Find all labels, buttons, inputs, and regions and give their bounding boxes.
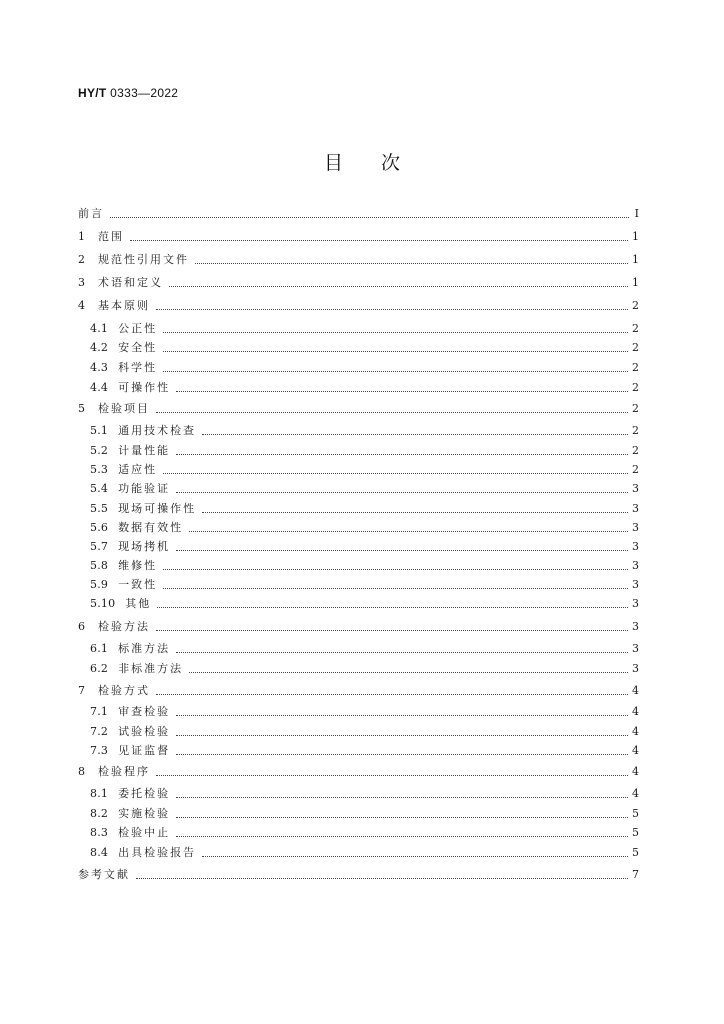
toc-entry-label: 范围	[98, 230, 124, 243]
dot-leader	[110, 216, 629, 218]
toc-entry-page-number: 5	[632, 807, 639, 820]
toc-entry[interactable]	[90, 499, 639, 519]
toc-entry-number: 8.1	[90, 787, 109, 800]
toc-entry[interactable]	[78, 617, 639, 637]
toc-entry-number: 3	[78, 276, 86, 289]
toc-entry-number: 5.10	[90, 597, 116, 610]
toc-entry[interactable]	[90, 358, 639, 378]
dot-leader	[157, 606, 628, 608]
toc-entry-label: 现场可操作性	[118, 502, 197, 515]
toc-entry-number: 4.2	[90, 341, 109, 354]
toc-entry-number: 1	[78, 230, 86, 243]
toc-entry-number: 5.3	[90, 463, 109, 476]
dot-leader	[176, 491, 628, 493]
dot-leader	[176, 816, 628, 818]
dot-leader	[195, 262, 628, 264]
toc-entry-page-number: 3	[632, 482, 639, 495]
toc-entry-page-number: 3	[632, 597, 639, 610]
toc-entry-number: 7.1	[90, 705, 109, 718]
standard-code	[78, 86, 178, 100]
toc-entry-label: 见证监督	[118, 744, 171, 757]
toc-entry[interactable]	[90, 659, 639, 679]
toc-entry[interactable]	[78, 762, 639, 782]
dot-leader	[156, 308, 628, 310]
toc-entry-label: 检验程序	[98, 765, 150, 778]
toc-entry-number: 5.6	[90, 521, 109, 534]
toc-entry[interactable]	[90, 804, 639, 824]
toc-entry-page-number: 2	[632, 424, 639, 437]
toc-entry[interactable]	[78, 296, 639, 316]
toc-entry-page-number: 7	[632, 868, 639, 881]
toc-entry-label: 非标准方法	[118, 662, 184, 675]
toc-entry-page-number: 3	[632, 662, 639, 675]
dot-leader	[136, 877, 628, 879]
toc-entry-label: 检验方式	[98, 684, 150, 697]
toc-entry-number: 5.8	[90, 559, 109, 572]
dot-leader	[163, 587, 628, 589]
dot-leader	[189, 530, 628, 532]
toc-entry-number: 5.5	[90, 502, 109, 515]
toc-entry-label: 基本原则	[98, 299, 150, 312]
toc-entry-page-number: 5	[632, 846, 639, 859]
toc-entry[interactable]	[90, 784, 639, 804]
toc-entry[interactable]	[78, 227, 639, 247]
dot-leader	[156, 411, 628, 413]
page-title: 目 次	[323, 152, 400, 174]
dot-leader	[130, 239, 628, 241]
toc-entry-page-number: 3	[632, 540, 639, 553]
dot-leader	[163, 370, 628, 372]
toc-entry-number: 4.1	[90, 322, 109, 335]
toc-entry[interactable]	[90, 460, 639, 480]
toc-entry-page-number: 4	[632, 744, 639, 757]
toc-entry[interactable]	[90, 537, 639, 557]
toc-entry-label: 安全性	[118, 341, 158, 354]
dot-leader	[163, 350, 628, 352]
toc-entry-page-number: 2	[632, 402, 639, 415]
toc-entry-label: 审查检验	[118, 705, 171, 718]
toc-entry-page-number: 1	[632, 276, 639, 289]
toc-entry[interactable]	[78, 250, 639, 270]
toc-entry-label: 检验中止	[118, 826, 171, 839]
dot-leader	[176, 835, 628, 837]
toc-entry[interactable]	[90, 319, 639, 339]
toc-entry-label: 通用技术检查	[118, 424, 197, 437]
toc-entry-number: 8.4	[90, 846, 109, 859]
toc-entry-page-number: 2	[632, 322, 639, 335]
toc-entry-page-number: 4	[632, 787, 639, 800]
toc-entry[interactable]	[78, 273, 639, 293]
toc-entry-page-number: 4	[632, 684, 639, 697]
toc-entry-label: 可操作性	[118, 381, 171, 394]
toc-entry-label: 参考文献	[78, 868, 130, 881]
toc-entry-number: 6.2	[90, 662, 109, 675]
toc-entry-number: 6	[78, 620, 86, 633]
toc-entry-label: 委托检验	[118, 787, 171, 800]
toc-entry-page-number: 1	[632, 230, 639, 243]
toc-entry-label: 检验项目	[98, 402, 150, 415]
dot-leader	[202, 433, 628, 435]
toc-entry[interactable]	[90, 556, 639, 576]
toc-entry-label: 标准方法	[118, 642, 171, 655]
toc-entry-page-number: 3	[632, 502, 639, 515]
toc-entry-page-number: 3	[632, 620, 639, 633]
toc-entry[interactable]	[90, 338, 639, 358]
standard-code-number: 0333—2022	[106, 86, 179, 100]
dot-leader	[156, 693, 628, 695]
toc-entry-label: 公正性	[118, 322, 158, 335]
toc-entry-page-number: 3	[632, 521, 639, 534]
toc-entry-label: 数据有效性	[118, 521, 184, 534]
dot-leader	[156, 629, 628, 631]
toc-entry-label: 规范性引用文件	[98, 253, 189, 266]
toc-entry-label: 前言	[78, 207, 104, 220]
toc-entry-page-number: 2	[632, 299, 639, 312]
toc-entry[interactable]	[90, 421, 639, 441]
toc-entry-page-number: 3	[632, 578, 639, 591]
dot-leader	[176, 734, 628, 736]
toc-entry-number: 8.3	[90, 826, 109, 839]
dot-leader	[202, 511, 628, 513]
dot-leader	[176, 753, 628, 755]
toc-entry[interactable]	[90, 639, 639, 659]
toc-entry-page-number: 1	[632, 253, 639, 266]
toc-entry-label: 试验检验	[118, 725, 171, 738]
dot-leader	[156, 774, 628, 776]
toc-entry-number: 8.2	[90, 807, 109, 820]
toc-entry[interactable]	[90, 722, 639, 742]
dot-leader	[176, 651, 628, 653]
dot-leader	[176, 453, 628, 455]
dot-leader	[169, 285, 628, 287]
toc-entry-page-number: 2	[632, 444, 639, 457]
toc-entry[interactable]	[90, 479, 639, 499]
toc-entry-label: 检验方法	[98, 620, 150, 633]
toc-entry-number: 4.4	[90, 381, 109, 394]
dot-leader	[163, 568, 628, 570]
toc-entry-number: 6.1	[90, 642, 109, 655]
toc-entry-page-number: 2	[632, 361, 639, 374]
toc-entry-number: 5.2	[90, 444, 109, 457]
toc-entry-number: 5.1	[90, 424, 109, 437]
toc-entry-page-number: 4	[632, 705, 639, 718]
toc-entry-number: 7.3	[90, 744, 109, 757]
dot-leader	[163, 472, 628, 474]
toc-entry-label: 其他	[125, 597, 152, 610]
toc-entry-label: 一致性	[118, 578, 158, 591]
toc-entry[interactable]	[90, 441, 639, 461]
toc-entry[interactable]	[90, 518, 639, 538]
dot-leader	[202, 855, 628, 857]
toc-entry-number: 8	[78, 765, 86, 778]
toc-entry-number: 2	[78, 253, 86, 266]
toc-entry-label: 术语和定义	[98, 276, 163, 289]
toc-entry-number: 7.2	[90, 725, 109, 738]
toc-entry[interactable]	[90, 843, 639, 863]
toc-entry-label: 计量性能	[118, 444, 171, 457]
toc-entry-label: 现场拷机	[118, 540, 171, 553]
toc-entry[interactable]	[78, 865, 639, 885]
toc-entry-number: 4.3	[90, 361, 109, 374]
toc-entry[interactable]	[78, 399, 639, 419]
toc-entry-page-number: 3	[632, 559, 639, 572]
dot-leader	[163, 331, 628, 333]
toc-entry-page-number: 2	[632, 341, 639, 354]
toc-entry[interactable]	[90, 594, 639, 614]
toc-entry-label: 功能验证	[118, 482, 171, 495]
toc-entry-page-number: 4	[632, 725, 639, 738]
toc-entry-number: 5.4	[90, 482, 109, 495]
toc-entry-page-number: 5	[632, 826, 639, 839]
toc-entry[interactable]	[90, 741, 639, 761]
toc-entry-number: 5.9	[90, 578, 109, 591]
toc-entry[interactable]	[90, 823, 639, 843]
dot-leader	[176, 796, 628, 798]
toc-entry[interactable]	[90, 702, 639, 722]
toc-entry[interactable]	[78, 681, 639, 701]
dot-leader	[176, 390, 628, 392]
toc-entry-number: 4	[78, 299, 86, 312]
toc-entry[interactable]	[90, 378, 639, 398]
standard-code-prefix: HY/T	[78, 86, 107, 100]
toc-entry[interactable]	[78, 204, 639, 224]
toc-entry-label: 维修性	[118, 559, 158, 572]
toc-entry-page-number: 3	[632, 642, 639, 655]
toc-entry-number: 7	[78, 684, 86, 697]
dot-leader	[176, 714, 628, 716]
toc-entry-page-number: 2	[632, 381, 639, 394]
toc-entry-label: 科学性	[118, 361, 158, 374]
toc-entry[interactable]	[90, 575, 639, 595]
toc-entry-number: 5	[78, 402, 86, 415]
toc-entry-number: 5.7	[90, 540, 109, 553]
toc-entry-page-number: 4	[632, 765, 639, 778]
toc-entry-label: 适应性	[118, 463, 158, 476]
toc-entry-page-number: Ⅰ	[634, 207, 639, 220]
toc-entry-label: 实施检验	[118, 807, 171, 820]
dot-leader	[176, 549, 628, 551]
toc-entry-page-number: 2	[632, 463, 639, 476]
dot-leader	[189, 671, 628, 673]
toc-entry-label: 出具检验报告	[118, 846, 197, 859]
